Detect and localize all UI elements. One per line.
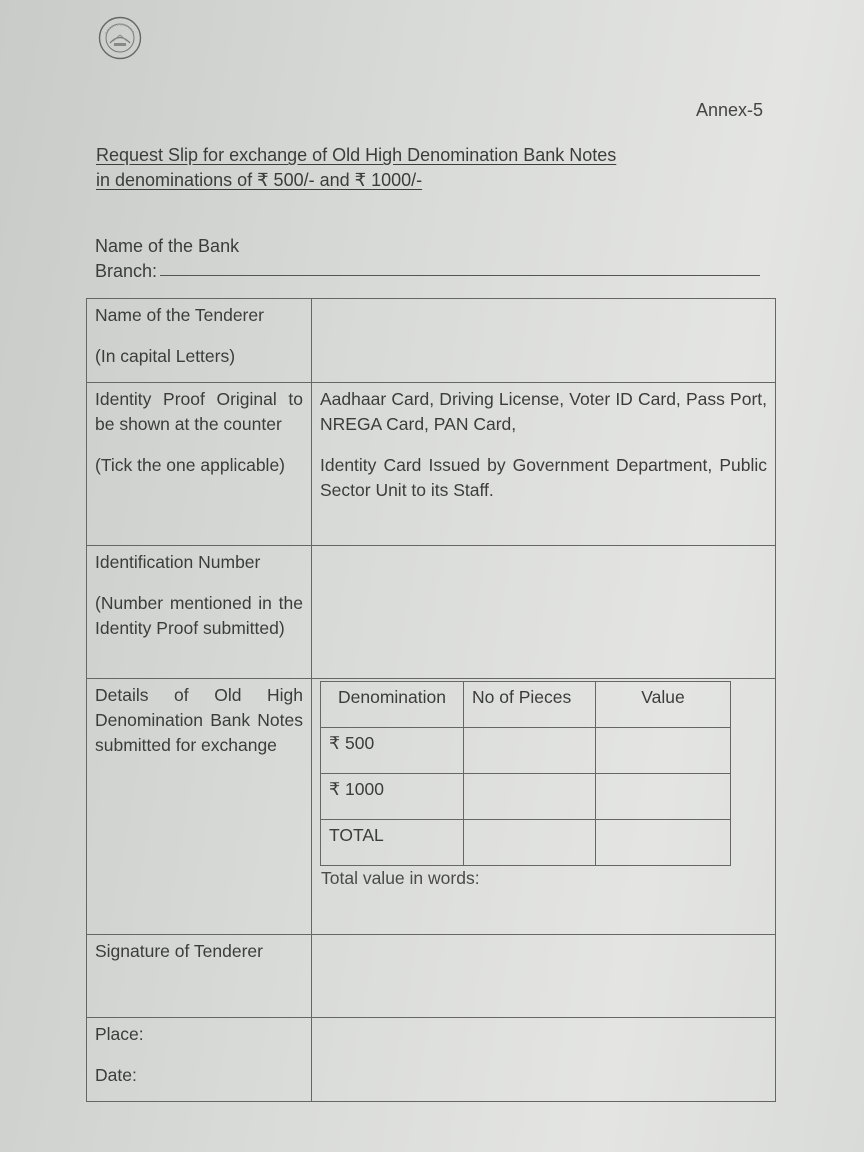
identification-number-label-cell <box>87 546 312 679</box>
identity-proof-options-1[interactable]: Aadhaar Card, Driving License, Voter ID Card, Pass Port, NREGA Card, PAN Card, <box>320 389 767 434</box>
tenderer-label-cell <box>87 299 312 383</box>
place-date-label-cell <box>87 1018 312 1102</box>
bank-name-label: Name of the Bank <box>95 236 240 256</box>
denomination-row-500 <box>321 728 731 774</box>
identification-number-field[interactable] <box>312 546 776 679</box>
denomination-500-label: ₹ 500 <box>321 728 464 774</box>
form-title <box>96 143 616 193</box>
denomination-header: Denomination <box>321 682 464 728</box>
identification-number-note: (Number mentioned in the Identity Proof submitted) <box>95 593 303 638</box>
pieces-500-field[interactable] <box>464 728 596 774</box>
identity-proof-row <box>87 383 776 546</box>
total-value-in-words-label[interactable]: Total value in words: <box>321 868 480 888</box>
denomination-header-row <box>321 682 731 728</box>
identity-proof-note: (Tick the one applicable) <box>95 455 286 475</box>
signature-label-cell <box>87 935 312 1018</box>
notes-details-label: Details of Old High Denomination Bank Notes submitted for exchange <box>95 685 303 755</box>
denomination-row-1000 <box>321 774 731 820</box>
tenderer-name-field[interactable] <box>312 299 776 383</box>
identity-proof-options-cell <box>312 383 776 546</box>
branch-label: Branch: <box>95 261 158 281</box>
form-title-line-1: Request Slip for exchange of Old High Denomination Bank Notes <box>96 145 617 165</box>
notes-details-label-cell <box>87 679 312 935</box>
place-label: Place: <box>95 1024 144 1044</box>
pieces-1000-field[interactable] <box>464 774 596 820</box>
total-pieces-field[interactable] <box>464 820 596 866</box>
rbi-seal-icon <box>98 16 142 60</box>
place-date-row <box>87 1018 776 1102</box>
tenderer-row <box>87 299 776 383</box>
tenderer-label: Name of the Tenderer <box>95 305 264 325</box>
notes-details-cell <box>312 679 776 935</box>
form-title-line-2: in denominations of ₹ 500/- and ₹ 1000/- <box>96 170 423 190</box>
annex-label: Annex-5 <box>696 100 764 120</box>
date-label: Date: <box>95 1065 137 1085</box>
signature-row <box>87 935 776 1018</box>
total-label: TOTAL <box>321 820 464 866</box>
identity-proof-options-2[interactable]: Identity Card Issued by Government Department, Public Sector Unit to its Staff. <box>320 455 767 500</box>
value-500-field[interactable] <box>596 728 731 774</box>
identity-proof-label-cell <box>87 383 312 546</box>
value-header: Value <box>596 682 731 728</box>
denomination-1000-label: ₹ 1000 <box>321 774 464 820</box>
branch-input-line[interactable] <box>160 275 760 276</box>
identity-proof-label: Identity Proof Original to be shown at the counter <box>95 389 303 434</box>
denomination-table <box>320 681 731 866</box>
bank-branch-label <box>95 234 239 284</box>
pieces-header: No of Pieces <box>464 682 596 728</box>
value-1000-field[interactable] <box>596 774 731 820</box>
denomination-total-row <box>321 820 731 866</box>
total-value-field[interactable] <box>596 820 731 866</box>
identification-number-label: Identification Number <box>95 552 261 572</box>
signature-field[interactable] <box>312 935 776 1018</box>
notes-details-row <box>87 679 776 935</box>
identification-number-row <box>87 546 776 679</box>
signature-label: Signature of Tenderer <box>95 941 263 961</box>
request-form-table <box>86 298 776 1102</box>
tenderer-note: (In capital Letters) <box>95 346 236 366</box>
place-date-field[interactable] <box>312 1018 776 1102</box>
